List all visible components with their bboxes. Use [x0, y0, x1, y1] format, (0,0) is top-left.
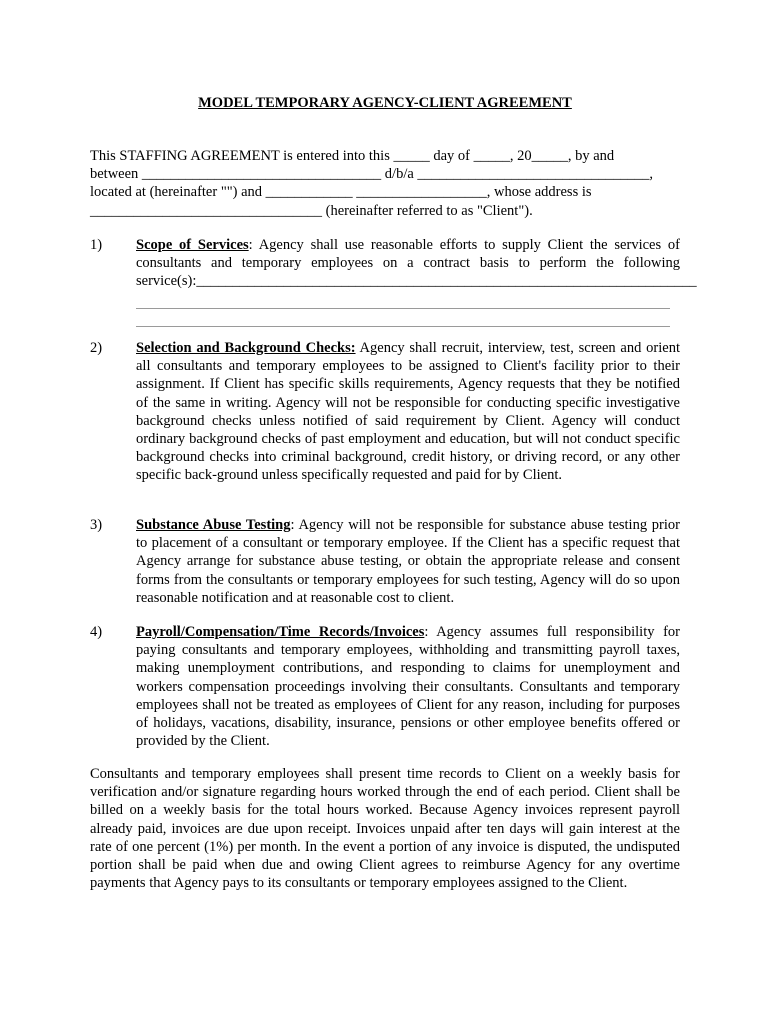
clause-body [136, 339, 680, 485]
intro-line-text: between _________________________________ d/b/a ________________________________, [90, 166, 654, 183]
clause-heading: Scope of Services [136, 237, 249, 253]
intro-line [90, 183, 680, 201]
intro-line [90, 165, 680, 183]
clause-scope-of-services [90, 236, 697, 327]
intro-line-text: ________________________________ (hereinafter referred to as "Client"). [90, 202, 533, 219]
clause-number: 4) [90, 624, 103, 640]
blank-rule-line [136, 291, 670, 309]
clause-number: 3) [90, 517, 103, 533]
clause-heading: Selection and Background Checks: [136, 340, 356, 356]
clause-selection-background-checks [90, 339, 680, 485]
clause-text: : Agency will not be responsible for substance abuse testing prior to placement of a consultant or temporary employee. If the Client has a specific request that Agency arrange for substance abuse testing, or obtain the appropriate release and consent forms from the consultants or temporary employees for such testing, Agency will do so upon reasonable notification and at reasonable cost to client. [136, 517, 680, 606]
clause-body [136, 236, 697, 327]
clause-heading: Payroll/Compensation/Time Records/Invoices [136, 624, 425, 640]
clause-number: 1) [90, 237, 103, 253]
clause-text: : Agency assumes full responsibility for paying consultants and temporary employees, withholding and transmitting payroll taxes, making unemployment contributions, and responding to claims for unemployment and workers compensation proceedings involving their consultants. Consultants and temporary employees shall not be treated as employees of Client for any reason, including for purposes of holidays, vacations, disability, insurance, pensions or other employee benefits offered or provided by the Client. [136, 624, 680, 750]
intro-block [90, 147, 680, 220]
closing-paragraph: Consultants and temporary employees shall present time records to Client on a weekly basis for verification and/or signature regarding hours worked through the end of each period. Client shall be billed on a weekly basis for the total hours worked. Because Agency invoices represent payroll already paid, invoices are due upon receipt. Invoices unpaid after ten days will gain interest at the rate of one percent (1%) per month. In the event a portion of any invoice is disputed, the undisputed portion shall be paid when due and owing Client agrees to reimburse Agency for any overtime payments that Agency pays to its consultants or temporary employees assigned to the Client. [90, 766, 680, 892]
clause-body [136, 623, 680, 750]
clause-text: Agency shall recruit, interview, test, screen and orient all consultants and temporary employees to be assigned to Client's facility prior to their assignment. If Client has specific skills requirements, Agency requests that they be notified of the same in writing. Agency will not be responsible for conducting specific investigative background checks unless notified of said requirement by Client. Agency will conduct ordinary background checks of past employment and education, but will not conduct specific background checks into criminal background, credit history, or driving record, or any other specific back-ground unless specifically requested and paid for by Client. [136, 340, 680, 484]
clause-substance-abuse-testing [90, 516, 680, 607]
clause-text: : Agency shall use reasonable efforts to supply Client the services of consultants and temporary employees on a contract basis to perform the following service(s):_____________________________________________________________________ [136, 237, 697, 290]
blank-rule-line [136, 309, 670, 327]
clause-number: 2) [90, 340, 103, 356]
clause-payroll-compensation [90, 623, 680, 750]
clause-heading: Substance Abuse Testing [136, 517, 291, 533]
intro-line [90, 202, 680, 220]
intro-line [90, 147, 680, 165]
intro-line-text: located at (hereinafter "") and ____________ __________________, whose address is [90, 184, 592, 201]
document-title: MODEL TEMPORARY AGENCY-CLIENT AGREEMENT [198, 95, 572, 111]
intro-line-text: This STAFFING AGREEMENT is entered into this _____ day of _____, 20_____, by and [90, 148, 615, 164]
clause-body [136, 516, 680, 607]
